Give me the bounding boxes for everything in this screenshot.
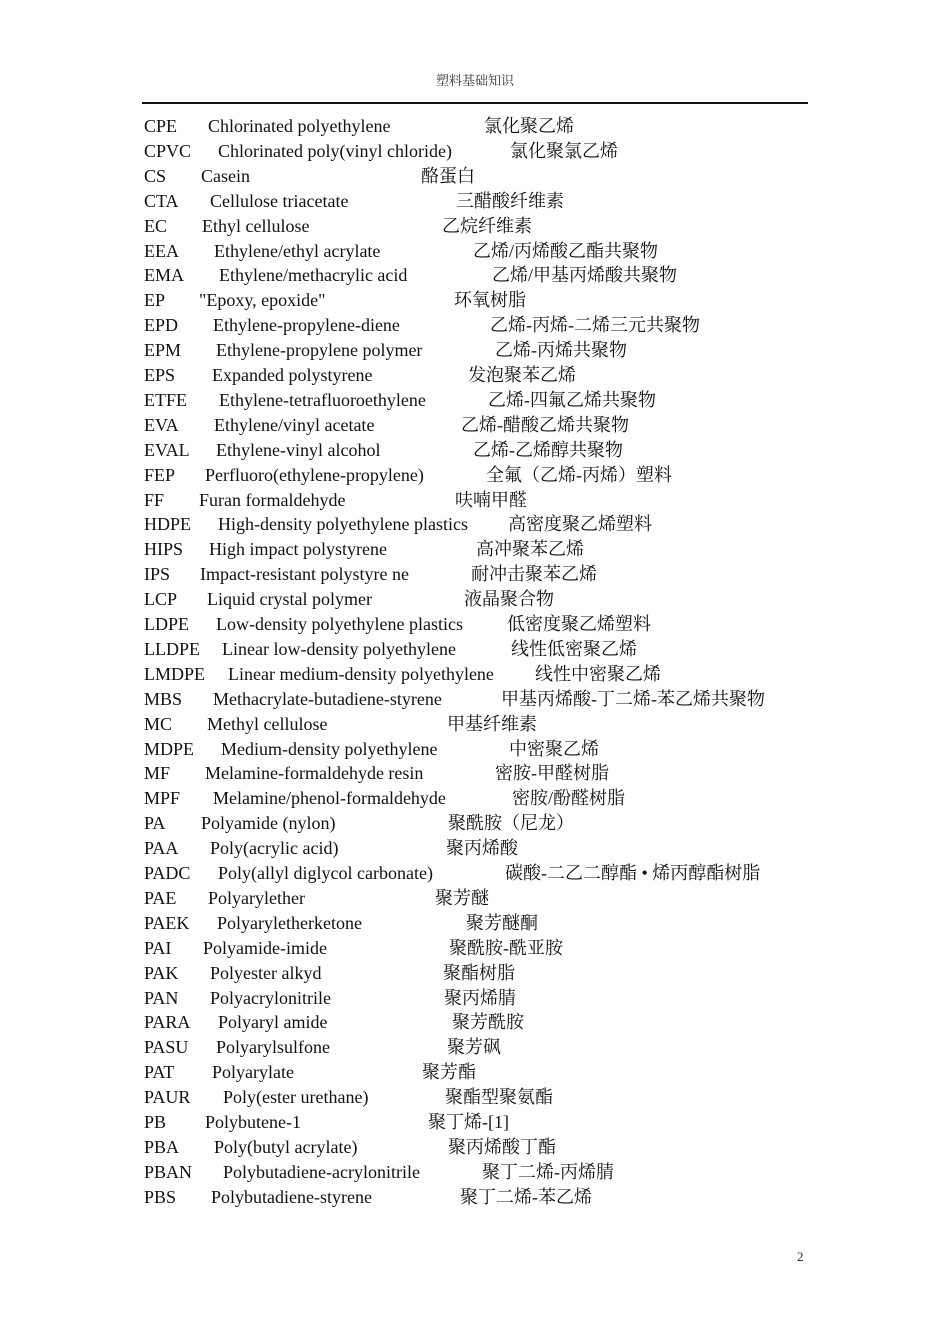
english-name: Ethylene-propylene-diene bbox=[213, 315, 400, 336]
english-name: Ethylene/methacrylic acid bbox=[219, 265, 408, 286]
chinese-name: 环氧树脂 bbox=[454, 290, 526, 311]
english-name: Ethylene-vinyl alcohol bbox=[216, 439, 381, 460]
english-name: Melamine/phenol-formaldehyde bbox=[213, 788, 446, 809]
english-name: Impact-resistant polystyre ne bbox=[200, 564, 409, 585]
abbreviation: LLDPE bbox=[144, 638, 200, 659]
chinese-name: 液晶聚合物 bbox=[464, 589, 554, 610]
chinese-name: 聚酯型聚氨酯 bbox=[445, 1087, 553, 1108]
chinese-name: 氯化聚氯乙烯 bbox=[510, 140, 618, 161]
abbreviation: EVAL bbox=[144, 439, 190, 460]
chinese-name: 聚芳醚酮 bbox=[466, 912, 538, 933]
english-name: Polybutadiene-acrylonitrile bbox=[223, 1161, 420, 1182]
english-name: Ethylene/vinyl acetate bbox=[214, 414, 375, 435]
chinese-name: 全氟（乙烯-丙烯）塑料 bbox=[486, 464, 672, 485]
chinese-name: 甲基纤维素 bbox=[447, 713, 537, 734]
abbreviation: CS bbox=[144, 165, 167, 186]
chinese-name: 乙烯-醋酸乙烯共聚物 bbox=[461, 414, 629, 435]
header-rule bbox=[142, 102, 808, 104]
abbreviation: PADC bbox=[144, 863, 191, 883]
abbreviation: FF bbox=[144, 489, 165, 510]
abbreviation: PAUR bbox=[144, 1087, 191, 1108]
chinese-name: 线性低密聚乙烯 bbox=[511, 638, 637, 659]
abbreviation: PAK bbox=[144, 962, 179, 983]
chinese-name: 低密度聚乙烯塑料 bbox=[507, 614, 651, 634]
abbreviation: HIPS bbox=[144, 539, 184, 560]
chinese-name: 密胺-甲醛树脂 bbox=[495, 763, 609, 784]
english-name: Ethylene/ethyl acrylate bbox=[214, 240, 381, 261]
abbreviation: LCP bbox=[144, 589, 178, 610]
chinese-name: 碳酸-二乙二醇酯 • 烯丙醇酯树脂 bbox=[505, 863, 761, 883]
abbreviation: LMDPE bbox=[144, 663, 206, 684]
english-name: Perfluoro(ethylene-propylene) bbox=[205, 464, 424, 485]
english-name: Polyamide (nylon) bbox=[201, 813, 336, 834]
abbreviation: MC bbox=[144, 713, 173, 734]
english-name: Low-density polyethylene plastics bbox=[216, 614, 463, 634]
abbreviation: CTA bbox=[144, 190, 179, 211]
chinese-name: 乙烯-丙烯共聚物 bbox=[495, 340, 627, 361]
english-name: Furan formaldehyde bbox=[199, 489, 346, 510]
english-name: Ethylene-tetrafluoroethylene bbox=[219, 389, 426, 410]
chinese-name: 聚丁烯-[1] bbox=[428, 1112, 509, 1132]
english-name: Poly(allyl diglycol carbonate) bbox=[218, 863, 433, 883]
abbreviation: EMA bbox=[144, 265, 184, 286]
english-name: Methacrylate-butadiene-styrene bbox=[213, 688, 442, 709]
english-name: Liquid crystal polymer bbox=[207, 589, 372, 610]
english-name: High impact polystyrene bbox=[209, 539, 387, 560]
english-name: Polyaryl amide bbox=[218, 1012, 328, 1033]
english-name: Polyamide-imide bbox=[203, 937, 327, 958]
english-name: High-density polyethylene plastics bbox=[218, 514, 468, 535]
abbreviation: PA bbox=[144, 813, 166, 834]
chinese-name: 乙烷纤维素 bbox=[442, 215, 532, 236]
english-name: Polyester alkyd bbox=[210, 962, 322, 983]
page-number: 2 bbox=[797, 1249, 804, 1264]
english-name: Polybutadiene-styrene bbox=[211, 1186, 372, 1207]
english-name: Expanded polystyrene bbox=[212, 365, 373, 385]
abbreviation: PBS bbox=[144, 1186, 177, 1207]
chinese-name: 聚芳酯 bbox=[422, 1062, 476, 1083]
abbreviation: PASU bbox=[144, 1037, 189, 1058]
chinese-name: 乙烯/丙烯酸乙酯共聚物 bbox=[473, 240, 658, 261]
chinese-name: 高密度聚乙烯塑料 bbox=[508, 514, 652, 535]
abbreviation: MBS bbox=[144, 688, 183, 709]
abbreviation: EPM bbox=[144, 340, 182, 361]
english-name: Chlorinated polyethylene bbox=[208, 116, 391, 136]
english-name: Ethyl cellulose bbox=[202, 215, 310, 236]
abbreviation: EPS bbox=[144, 365, 176, 385]
english-name: Ethylene-propylene polymer bbox=[216, 340, 423, 361]
chinese-name: 三醋酸纤维素 bbox=[456, 190, 564, 211]
english-name: Polybutene-1 bbox=[205, 1112, 301, 1132]
chinese-name: 氯化聚乙烯 bbox=[484, 116, 574, 136]
chinese-name: 甲基丙烯酸-丁二烯-苯乙烯共聚物 bbox=[501, 688, 765, 709]
chinese-name: 呋喃甲醛 bbox=[455, 489, 527, 510]
english-name: Medium-density polyethylene bbox=[221, 738, 438, 759]
abbreviation: MPF bbox=[144, 788, 181, 809]
chinese-name: 聚丁二烯-苯乙烯 bbox=[460, 1186, 592, 1207]
chinese-name: 聚丁二烯-丙烯腈 bbox=[482, 1161, 614, 1182]
chinese-name: 耐冲击聚苯乙烯 bbox=[471, 564, 597, 585]
chinese-name: 酪蛋白 bbox=[421, 165, 475, 186]
chinese-name: 密胺/酚醛树脂 bbox=[512, 788, 626, 809]
abbreviation: PAT bbox=[144, 1062, 175, 1083]
abbreviation: ETFE bbox=[144, 389, 187, 410]
english-name: Casein bbox=[201, 165, 250, 186]
chinese-name: 聚酰胺（尼龙） bbox=[448, 813, 574, 834]
chinese-name: 乙烯-四氟乙烯共聚物 bbox=[488, 389, 656, 410]
abbreviation: EPD bbox=[144, 315, 179, 336]
english-name: Melamine-formaldehyde resin bbox=[205, 763, 424, 784]
abbreviation: PAN bbox=[144, 987, 179, 1008]
chinese-name: 聚芳醚 bbox=[435, 887, 489, 908]
abbreviation: PB bbox=[144, 1112, 167, 1132]
abbreviation: PAE bbox=[144, 887, 177, 908]
english-name: Polyacrylonitrile bbox=[210, 987, 331, 1008]
abbreviation: EEA bbox=[144, 240, 179, 261]
english-name: Linear low-density polyethylene bbox=[222, 638, 456, 659]
chinese-name: 聚芳酰胺 bbox=[452, 1012, 524, 1033]
chinese-name: 乙烯-丙烯-二烯三元共聚物 bbox=[490, 315, 700, 336]
english-name: Methyl cellulose bbox=[207, 713, 328, 734]
english-name: Poly(acrylic acid) bbox=[210, 838, 339, 859]
abbreviation: PAEK bbox=[144, 912, 190, 933]
english-name: Polyarylsulfone bbox=[216, 1037, 330, 1058]
english-name: Chlorinated poly(vinyl chloride) bbox=[218, 140, 452, 161]
abbreviation: FEP bbox=[144, 464, 176, 485]
abbreviation: PARA bbox=[144, 1012, 191, 1033]
english-name: Polyarylether bbox=[208, 887, 305, 908]
abbreviation: IPS bbox=[144, 564, 171, 585]
chinese-name: 中密聚乙烯 bbox=[509, 738, 599, 759]
english-name: Polyarylate bbox=[212, 1062, 294, 1083]
page-header-title: 塑料基础知识 bbox=[435, 73, 514, 88]
english-name: Linear medium-density polyethylene bbox=[228, 663, 494, 684]
chinese-name: 聚丙烯酸 bbox=[446, 838, 518, 859]
abbreviation: LDPE bbox=[144, 614, 189, 634]
abbreviation: EVA bbox=[144, 414, 179, 435]
abbreviation: HDPE bbox=[144, 514, 192, 535]
chinese-name: 发泡聚苯乙烯 bbox=[468, 365, 576, 385]
abbreviation: MDPE bbox=[144, 738, 195, 759]
abbreviation: PBAN bbox=[144, 1161, 193, 1182]
chinese-name: 聚丙烯酸丁酯 bbox=[448, 1136, 556, 1157]
abbreviation: CPVC bbox=[144, 140, 192, 161]
abbreviation: EP bbox=[144, 290, 166, 311]
chinese-name: 乙烯-乙烯醇共聚物 bbox=[473, 439, 623, 460]
abbreviation: PBA bbox=[144, 1136, 180, 1157]
english-name: Poly(ester urethane) bbox=[223, 1087, 369, 1108]
english-name: Polyaryletherketone bbox=[217, 912, 362, 933]
chinese-name: 聚酰胺-酰亚胺 bbox=[449, 937, 563, 958]
chinese-name: 乙烯/甲基丙烯酸共聚物 bbox=[492, 265, 677, 286]
chinese-name: 聚丙烯腈 bbox=[444, 987, 516, 1008]
chinese-name: 高冲聚苯乙烯 bbox=[476, 539, 584, 560]
abbreviation: MF bbox=[144, 763, 171, 784]
chinese-name: 线性中密聚乙烯 bbox=[535, 663, 661, 684]
abbreviation: PAA bbox=[144, 838, 179, 859]
english-name: Poly(butyl acrylate) bbox=[214, 1136, 358, 1157]
chinese-name: 聚酯树脂 bbox=[443, 962, 515, 983]
abbreviation: CPE bbox=[144, 116, 178, 136]
abbreviation: PAI bbox=[144, 937, 172, 958]
abbreviation: EC bbox=[144, 215, 168, 236]
chinese-name: 聚芳砜 bbox=[447, 1037, 501, 1058]
english-name: Cellulose triacetate bbox=[210, 190, 349, 211]
english-name: "Epoxy, epoxide" bbox=[199, 290, 326, 311]
